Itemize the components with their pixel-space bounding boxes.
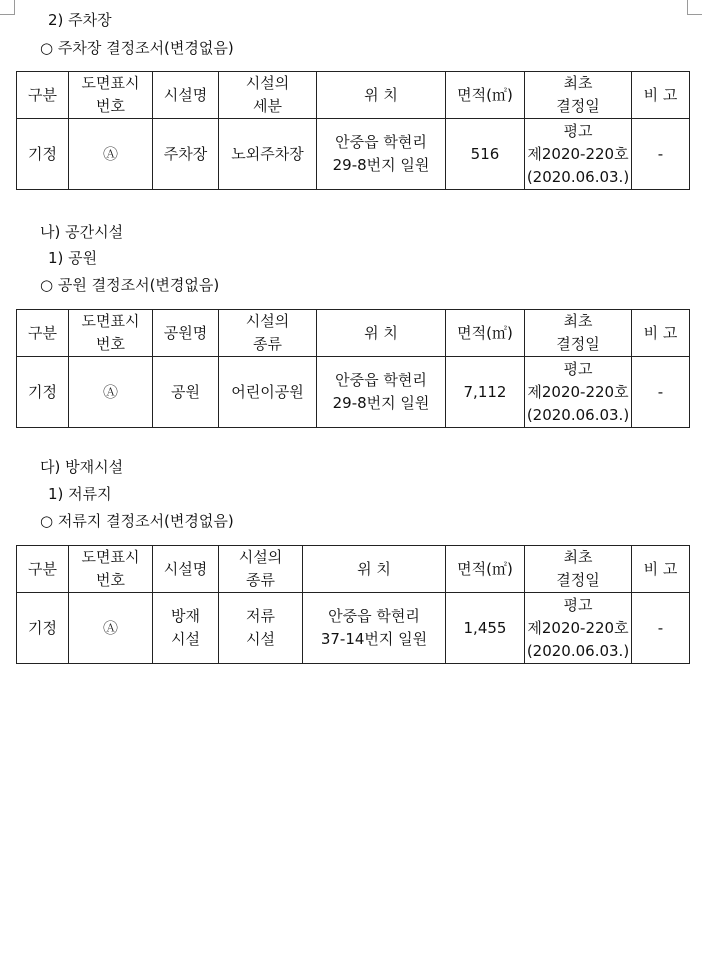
data-cell-remarks: - — [632, 593, 690, 664]
header-cell-division: 구분 — [17, 310, 69, 357]
page-corner-mark-top-right — [687, 0, 702, 15]
header-cell-facility-name: 시설명 — [153, 72, 219, 119]
decision-table — [16, 545, 690, 664]
section-title: 1) 저류지 — [48, 485, 112, 503]
header-cell-map-number: 도면표시 번호 — [69, 310, 153, 357]
section-title: 2) 주차장 — [48, 11, 112, 29]
data-cell-facility-name: 주차장 — [153, 119, 219, 190]
section-title: 1) 공원 — [48, 249, 98, 267]
header-cell-location: 위 치 — [317, 310, 446, 357]
header-cell-facility-type: 시설의 종류 — [219, 546, 303, 593]
data-cell-division: 기정 — [17, 593, 69, 664]
data-cell-division: 기정 — [17, 357, 69, 428]
section-subtitle: ○ 공원 결정조서(변경없음) — [40, 276, 220, 294]
header-cell-division: 구분 — [17, 546, 69, 593]
data-cell-map-number: Ⓐ — [69, 119, 153, 190]
section-heading: 나) 공간시설 — [40, 223, 124, 241]
data-cell-remarks: - — [632, 357, 690, 428]
data-cell-area: 1,455 — [446, 593, 525, 664]
data-cell-initial-decision-date: 평고 제2020-220호 (2020.06.03.) — [525, 119, 632, 190]
data-cell-facility-type: 어린이공원 — [219, 357, 317, 428]
header-cell-remarks: 비 고 — [632, 72, 690, 119]
data-cell-remarks: - — [632, 119, 690, 190]
data-cell-location: 안중읍 학현리 29-8번지 일원 — [317, 357, 446, 428]
section-subtitle: ○ 주차장 결정조서(변경없음) — [40, 39, 234, 57]
header-cell-map-number: 도면표시 번호 — [69, 546, 153, 593]
data-cell-map-number: Ⓐ — [69, 357, 153, 428]
header-cell-remarks: 비 고 — [632, 546, 690, 593]
section-subtitle: ○ 저류지 결정조서(변경없음) — [40, 512, 234, 530]
data-cell-location: 안중읍 학현리 29-8번지 일원 — [317, 119, 446, 190]
decision-table — [16, 309, 690, 428]
header-cell-area: 면적(㎡) — [446, 310, 525, 357]
header-cell-area: 면적(㎡) — [446, 72, 525, 119]
header-cell-initial-decision-date: 최초 결정일 — [525, 72, 632, 119]
header-cell-map-number: 도면표시 번호 — [69, 72, 153, 119]
decision-table — [16, 71, 690, 190]
header-cell-initial-decision-date: 최초 결정일 — [525, 310, 632, 357]
header-cell-remarks: 비 고 — [632, 310, 690, 357]
data-cell-initial-decision-date: 평고 제2020-220호 (2020.06.03.) — [525, 593, 632, 664]
data-cell-facility-name: 공원 — [153, 357, 219, 428]
header-cell-facility-type: 시설의 세분 — [219, 72, 317, 119]
data-cell-map-number: Ⓐ — [69, 593, 153, 664]
header-cell-initial-decision-date: 최초 결정일 — [525, 546, 632, 593]
header-cell-division: 구분 — [17, 72, 69, 119]
data-cell-division: 기정 — [17, 119, 69, 190]
header-cell-location: 위 치 — [303, 546, 446, 593]
header-cell-facility-name: 공원명 — [153, 310, 219, 357]
header-cell-location: 위 치 — [317, 72, 446, 119]
header-cell-facility-name: 시설명 — [153, 546, 219, 593]
header-cell-area: 면적(㎡) — [446, 546, 525, 593]
page-corner-mark-top-left — [0, 0, 15, 15]
data-cell-area: 7,112 — [446, 357, 525, 428]
data-cell-area: 516 — [446, 119, 525, 190]
data-cell-facility-type: 노외주차장 — [219, 119, 317, 190]
header-cell-facility-type: 시설의 종류 — [219, 310, 317, 357]
data-cell-location: 안중읍 학현리 37-14번지 일원 — [303, 593, 446, 664]
data-cell-facility-type: 저류 시설 — [219, 593, 303, 664]
data-cell-initial-decision-date: 평고 제2020-220호 (2020.06.03.) — [525, 357, 632, 428]
data-cell-facility-name: 방재 시설 — [153, 593, 219, 664]
section-heading: 다) 방재시설 — [40, 458, 124, 476]
